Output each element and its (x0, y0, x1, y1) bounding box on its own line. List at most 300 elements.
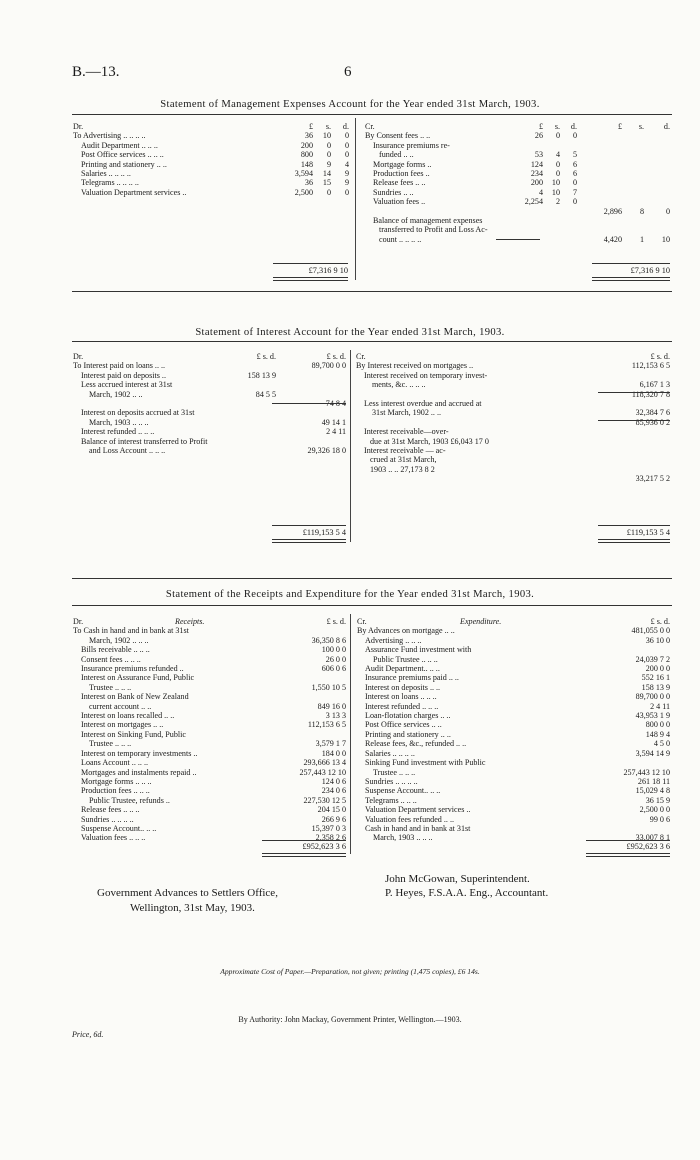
entry-amount: 43,953 1 9 (635, 711, 670, 721)
entry-amount (221, 446, 276, 455)
entry-label (365, 207, 513, 216)
interest-cr-subtotal-rule-2 (598, 420, 670, 421)
entry-amount (577, 141, 622, 150)
entry-amount: 606 0 6 (321, 664, 346, 674)
receipt-row (73, 796, 346, 805)
entry-label: Advertising .. .. .. (365, 635, 422, 645)
entry-amount (268, 730, 346, 739)
entry-amount (276, 380, 346, 389)
entry-amount: 4,420 (603, 234, 622, 244)
entry-amount: 266 9 6 (321, 814, 346, 824)
entry-amount (577, 131, 622, 140)
report-reference: B.—13. (72, 64, 120, 80)
management-credit-row (365, 169, 670, 178)
management-bottom-rule (72, 291, 672, 292)
entry-amount: 29,326 18 0 (307, 446, 346, 456)
entry-amount (622, 178, 644, 187)
entry-amount (577, 169, 622, 178)
entry-label: ments, &c. .. .. .. (372, 380, 426, 390)
entry-amount: 204 15 0 (317, 805, 346, 815)
expenditure-row (357, 739, 670, 748)
entry-amount: 118,320 7 8 (631, 389, 670, 399)
entry-amount: 1,550 10 5 (311, 682, 346, 692)
entry-label (73, 352, 221, 361)
interest-debit-row (73, 380, 346, 389)
entry-amount (588, 455, 670, 464)
entry-label: To Interest paid on loans .. .. (73, 361, 166, 371)
entry-amount: 184 0 0 (321, 748, 346, 758)
entry-amount (543, 141, 560, 150)
receipts-dr-label: Dr. (73, 617, 84, 626)
entry-amount (588, 465, 670, 474)
entry-amount: 26 (534, 131, 543, 141)
receipt-row (73, 824, 346, 833)
cr-currency-shillings-2: s. (638, 122, 644, 131)
entry-amount: 9 (344, 178, 349, 188)
entry-amount: 112,153 6 5 (307, 720, 346, 730)
entry-amount: 26 0 0 (325, 654, 346, 664)
entry-amount: £ s. d. (326, 352, 346, 361)
management-subtotal-rule (496, 239, 540, 240)
management-top-rule (72, 114, 672, 115)
entry-amount (560, 141, 577, 150)
entry-amount (644, 160, 670, 169)
expenditure-row (357, 758, 670, 767)
entry-amount: 148 9 4 (645, 729, 670, 739)
entry-label: Interest on Assurance Fund, Public (81, 673, 195, 683)
entry-label: Sundries .. .. .. .. (81, 814, 134, 824)
receipt-row (73, 702, 346, 711)
receipts-top-rule (72, 605, 672, 606)
entry-amount: 261 18 11 (637, 776, 670, 786)
entry-amount: 0 (344, 131, 349, 141)
management-cr-currency-row (365, 122, 670, 131)
management-cr-total: £7,316 9 10 (630, 266, 670, 275)
entry-amount (588, 399, 670, 408)
price: Price, 6d. (72, 1030, 104, 1039)
entry-amount: 36 15 9 (645, 795, 670, 805)
receipt-row (73, 655, 346, 664)
management-debit-row (73, 150, 349, 159)
entry-amount: 5 (572, 150, 577, 160)
entry-amount: 0 (326, 150, 331, 160)
entry-amount: 200 (530, 178, 543, 188)
interest-cr-total: £119,153 5 4 (626, 528, 670, 537)
entry-label: To Advertising .. .. .. .. (73, 131, 146, 141)
entry-amount (513, 225, 543, 234)
entry-label: Assurance Fund investment with (365, 645, 472, 655)
receipts-title: Statement of the Receipts and Expenditure for the Year ended 31st March, 1903. (165, 589, 535, 600)
expenditure-row (357, 711, 670, 720)
receipts-dr-total-rule (262, 840, 346, 841)
interest-dr-label: Dr. (73, 352, 84, 361)
management-credit-row (365, 188, 670, 197)
interest-debit-row (73, 408, 346, 417)
entry-amount: 2 4 11 (326, 427, 346, 437)
entry-amount: 4 (538, 187, 543, 197)
entry-amount (577, 178, 622, 187)
entry-label (356, 352, 588, 361)
entry-label: Public Trustee, refunds .. (89, 795, 170, 805)
entry-label: Insurance premiums refunded .. (81, 664, 184, 674)
interest-debit-row (73, 446, 346, 455)
entry-label: Cash in hand and in bank at 31st (365, 823, 471, 833)
receipts-cr-label: Cr. (357, 617, 367, 626)
expenditure-row (357, 720, 670, 729)
receipt-row (73, 711, 346, 720)
entry-amount (577, 225, 622, 234)
management-credit-row (365, 160, 670, 169)
entry-amount (577, 160, 622, 169)
entry-label: Post Office services .. .. (365, 720, 442, 730)
entry-label: Interest on deposits .. .. (365, 682, 441, 692)
entry-label: Insurance premiums paid .. .. (365, 673, 459, 683)
entry-label: Interest on temporary investments .. (81, 748, 198, 758)
entry-label: Bills receivable .. .. .. (81, 645, 150, 655)
receipt-row (73, 739, 346, 748)
expenditure-row (357, 815, 670, 824)
management-credit-row (365, 141, 670, 150)
entry-label (356, 474, 588, 483)
expenditure-row (357, 673, 670, 682)
interest-credit-row (356, 408, 670, 417)
entry-label: Release fees .. .. .. (81, 805, 140, 815)
entry-label: count .. .. .. .. (379, 234, 422, 244)
entry-amount: 85,936 0 2 (635, 417, 670, 427)
entry-amount: 3,594 14 9 (635, 748, 670, 758)
entry-label: and Loss Account .. .. .. (89, 446, 166, 456)
management-cr-table (365, 122, 670, 244)
receipts-dr-table (73, 617, 346, 843)
entry-label: Trustee .. .. .. (89, 682, 132, 692)
entry-label: Telegrams .. .. .. (365, 795, 417, 805)
management-cr-double-rule (592, 277, 670, 281)
entry-amount: 15 (322, 178, 331, 188)
entry-label: 1903 .. .. 27,173 8 2 (370, 464, 435, 474)
management-credit-row (365, 225, 670, 234)
entry-amount: 0 (572, 131, 577, 141)
receipt-row (73, 692, 346, 701)
management-dr-double-rule (273, 277, 348, 281)
entry-label: Balance of interest transferred to Profit (81, 436, 208, 446)
entry-amount: 10 (322, 131, 331, 141)
entry-amount: 53 (534, 150, 543, 160)
cost-of-paper: Approximate Cost of Paper.—Preparation, not given; printing (1,475 copies), £6 14s. (220, 967, 480, 976)
entry-label: Suspense Account.. .. .. (365, 786, 441, 796)
management-dr-table (73, 122, 349, 197)
entry-amount: 0 (665, 206, 670, 216)
expenditure-row (357, 664, 670, 673)
interest-cr-total-rule (598, 525, 670, 526)
entry-label: Interest paid on deposits .. (81, 370, 166, 380)
interest-credit-row (356, 380, 670, 389)
entry-amount (588, 371, 670, 380)
entry-amount: 481,055 0 0 (631, 626, 670, 636)
expenditure-row (357, 824, 670, 833)
entry-label: Valuation fees .. (373, 197, 426, 207)
entry-amount: 74 8 4 (325, 399, 346, 409)
receipts-dr-double-rule (262, 853, 346, 857)
entry-label: Sundries .. .. (373, 187, 414, 197)
printer-authority: By Authority: John Mackay, Government Printer, Wellington.—1903. (238, 1015, 462, 1024)
currency-pence: d. (342, 122, 349, 131)
entry-label: 31st March, 1902 .. .. (372, 408, 442, 418)
entry-amount: 0 (344, 150, 349, 160)
entry-amount: £ s. d. (326, 617, 346, 626)
entry-label: March, 1902 .. .. (89, 389, 143, 399)
entry-label (73, 617, 268, 626)
entry-label: Printing and stationery .. .. (81, 159, 167, 169)
entry-amount (644, 169, 670, 178)
management-credit-row (365, 197, 670, 206)
receipts-cr-total: £952,623 3 6 (626, 842, 670, 851)
entry-amount: 2 4 11 (650, 701, 670, 711)
management-debit-row (73, 131, 349, 140)
entry-label: March, 1902 .. .. .. (89, 635, 149, 645)
entry-amount: 89,700 0 0 (311, 361, 346, 371)
entry-amount: 6,167 1 3 (639, 380, 670, 390)
expenditure-row (357, 796, 670, 805)
management-debit-row (73, 178, 349, 187)
management-divider (355, 118, 356, 280)
entry-amount (585, 645, 670, 654)
interest-credit-row (356, 399, 670, 408)
entry-label: Release fees, &c., refunded .. .. (365, 739, 467, 749)
receipt-row (73, 730, 346, 739)
receipt-row (73, 815, 346, 824)
entry-amount: 200 0 0 (645, 664, 670, 674)
interest-credit-row (356, 465, 670, 474)
entry-amount (221, 427, 276, 436)
entry-amount (644, 188, 670, 197)
entry-amount: 14 (322, 169, 331, 179)
receipt-row (73, 805, 346, 814)
expenditure-row (357, 786, 670, 795)
entry-amount (513, 216, 543, 225)
entry-label (357, 617, 585, 626)
entry-amount (268, 673, 346, 682)
entry-label: March, 1903 .. .. .. (373, 833, 433, 843)
expenditure-row (357, 636, 670, 645)
interest-dr-subtotal-rule (272, 403, 346, 404)
entry-amount: 800 0 0 (645, 720, 670, 730)
cr-currency-pounds: £ (538, 122, 543, 131)
entry-amount: 0 (326, 140, 331, 150)
cr-currency-pence-2: d. (663, 122, 670, 131)
interest-debit-row (73, 352, 346, 361)
entry-amount: 200 (300, 140, 313, 150)
entry-amount: 15,029 4 8 (635, 786, 670, 796)
entry-amount (543, 225, 560, 234)
interest-credit-row (356, 474, 670, 483)
receipts-rows (73, 617, 346, 843)
entry-amount: 32,384 7 6 (635, 408, 670, 418)
entry-amount (221, 418, 276, 427)
interest-credit-row (356, 437, 670, 446)
entry-amount (577, 216, 622, 225)
entry-label: Interest refunded .. .. .. (365, 701, 439, 711)
receipt-row (73, 645, 346, 654)
expenditure-row (357, 749, 670, 758)
entry-amount: 33,007 8 1 (635, 833, 670, 843)
entry-amount (644, 216, 670, 225)
entry-amount (543, 216, 560, 225)
entry-amount (276, 437, 346, 446)
office-name: Government Advances to Settlers Office, (97, 887, 278, 899)
entry-amount: 10 (661, 234, 670, 244)
entry-amount: 99 0 6 (649, 814, 670, 824)
entry-amount: 0 (344, 187, 349, 197)
interest-cr-double-rule (598, 539, 670, 543)
office-place-date: Wellington, 31st May, 1903. (130, 902, 255, 914)
receipts-divider (350, 614, 351, 854)
accountant-signature: P. Heyes, F.S.A.A. Eng., Accountant. (385, 887, 549, 899)
entry-amount (622, 169, 644, 178)
entry-amount: £ s. d. (256, 352, 276, 361)
entry-label: Mortgage forms .. .. .. (81, 776, 152, 786)
entry-label: Valuation fees .. .. .. (81, 833, 146, 843)
entry-label: Interest on Bank of New Zealand (81, 692, 189, 702)
entry-amount: 100 0 0 (321, 645, 346, 655)
entry-amount: 84 5 5 (255, 389, 276, 399)
entry-label: Salaries .. .. .. .. (81, 169, 131, 179)
interest-debit-row (73, 390, 346, 399)
interest-debit-row (73, 427, 346, 436)
management-dr-total-rule (273, 263, 348, 264)
expenditure-row (357, 768, 670, 777)
entry-amount: 0 (555, 131, 560, 141)
interest-cr-table (356, 352, 670, 484)
entry-amount (543, 207, 560, 216)
entry-label: Interest on Sinking Fund, Public (81, 729, 186, 739)
entry-amount: 0 (326, 187, 331, 197)
entry-amount (577, 150, 622, 159)
receipt-row (73, 720, 346, 729)
entry-amount: 36,350 8 6 (311, 635, 346, 645)
interest-debit-row (73, 371, 346, 380)
entry-amount: 7 (572, 187, 577, 197)
entry-amount: 124 0 6 (321, 776, 346, 786)
entry-amount (644, 178, 670, 187)
interest-cr-rows (356, 352, 670, 484)
entry-amount (588, 427, 670, 436)
entry-label: Insurance premiums re- (373, 140, 450, 150)
entry-amount (585, 758, 670, 767)
receipts-cr-table (357, 617, 670, 843)
entry-label: Valuation fees refunded .. .. (365, 814, 454, 824)
entry-amount: 8 (639, 206, 644, 216)
entry-amount: 4 (555, 150, 560, 160)
entry-amount: 36 (304, 178, 313, 188)
entry-label: Interest receivable — ac- (364, 446, 446, 456)
entry-amount: 89,700 0 0 (635, 692, 670, 702)
entry-amount: 800 (300, 150, 313, 160)
entry-amount: 293,666 13 4 (303, 758, 346, 768)
interest-credit-row (356, 455, 670, 464)
expenditure-row (357, 617, 670, 626)
entry-amount (644, 141, 670, 150)
receipts-dr-total: £952,623 3 6 (302, 842, 346, 851)
entry-label (356, 418, 588, 427)
management-title: Statement of Management Expenses Account for the Year ended 31st March, 1903. (160, 99, 540, 110)
entry-amount: 849 16 0 (317, 701, 346, 711)
management-dr-label: Dr. (73, 122, 84, 131)
entry-label: Interest receivable—over- (364, 427, 449, 437)
cr-currency-pounds-2: £ (617, 122, 622, 131)
entry-label: Interest on deposits accrued at 31st (81, 408, 195, 418)
entry-amount: 0 (555, 169, 560, 179)
entry-amount (644, 197, 670, 206)
interest-credit-row (356, 361, 670, 370)
entry-amount (585, 824, 670, 833)
entry-amount: 158 13 9 (247, 370, 276, 380)
entry-amount (622, 150, 644, 159)
entry-label: Audit Department .. .. .. (81, 140, 158, 150)
entry-amount: 2,896 (603, 206, 622, 216)
entry-amount: 0 (572, 197, 577, 207)
interest-debit-row (73, 437, 346, 446)
entry-amount: 2,500 0 0 (639, 805, 670, 815)
receipt-row (73, 683, 346, 692)
receipt-row (73, 617, 346, 626)
management-dr-rows (73, 131, 349, 197)
management-cr-total-rule (592, 263, 670, 264)
cr-currency-pence: d. (570, 122, 577, 131)
entry-amount: 2,358 2 6 (315, 833, 346, 843)
entry-amount: 4 (344, 159, 349, 169)
interest-bottom-rule (72, 578, 672, 579)
expenditure-row (357, 692, 670, 701)
entry-amount (644, 150, 670, 159)
entry-label: Mortgages and instalments repaid .. (81, 767, 197, 777)
entry-label: Sinking Fund investment with Public (365, 758, 486, 768)
entry-amount (644, 225, 670, 234)
entry-label (356, 390, 588, 399)
interest-credit-row (356, 427, 670, 436)
entry-amount: 15,397 0 3 (311, 823, 346, 833)
interest-title: Statement of Interest Account for the Year ended 31st March, 1903. (195, 327, 505, 338)
management-credit-row (365, 178, 670, 187)
management-credit-row (365, 150, 670, 159)
entry-amount (560, 207, 577, 216)
entry-amount: 10 (551, 178, 560, 188)
entry-label: Interest on loans .. .. .. (365, 692, 437, 702)
superintendent-signature: John McGowan, Superintendent. (385, 873, 530, 885)
entry-amount: 158 13 9 (641, 682, 670, 692)
entry-label: Printing and stationery .. .. (365, 729, 451, 739)
receipts-cr-total-rule (586, 840, 670, 841)
entry-amount (268, 626, 346, 635)
expenditure-row (357, 805, 670, 814)
entry-label: Interest received on temporary invest- (364, 370, 488, 380)
entry-amount (221, 361, 276, 370)
entry-label: Trustee .. .. .. (89, 739, 132, 749)
entry-label: Interest on loans recalled .. .. (81, 711, 175, 721)
entry-label: transferred to Profit and Loss Ac- (379, 225, 488, 235)
entry-label: due at 31st March, 1903 £6,043 17 0 (370, 436, 489, 446)
entry-label: crued at 31st March, (370, 455, 437, 465)
entry-amount: 2 (555, 197, 560, 207)
receipt-row (73, 768, 346, 777)
receipt-row (73, 626, 346, 635)
entry-amount (543, 235, 560, 244)
expenditure-row (357, 777, 670, 786)
entry-label: Mortgage forms .. (373, 159, 432, 169)
entry-amount: £ s. d. (650, 617, 670, 626)
entry-amount (622, 216, 644, 225)
entry-label: Public Trustee .. .. .. (373, 654, 438, 664)
management-debit-row (73, 188, 349, 197)
